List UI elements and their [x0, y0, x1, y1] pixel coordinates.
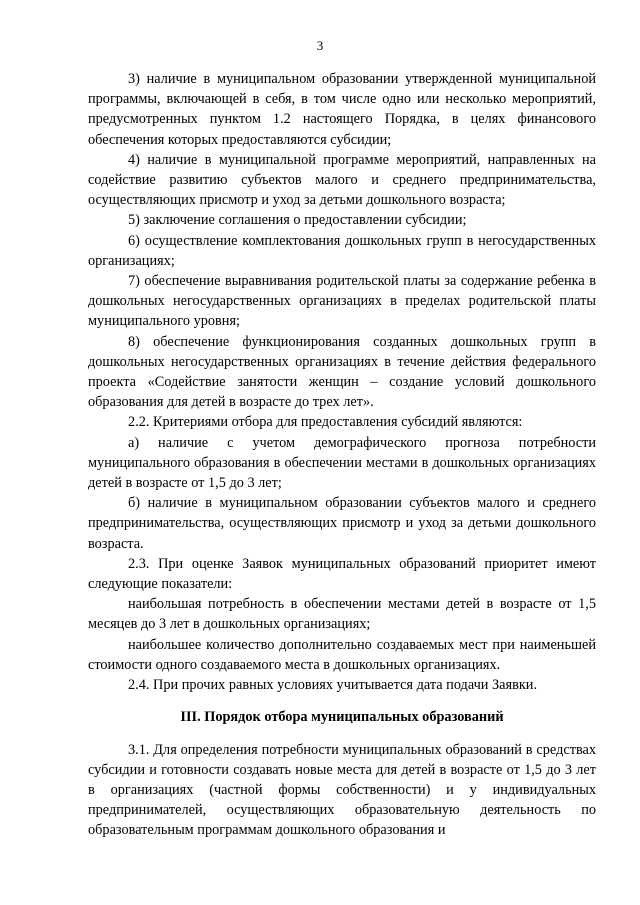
- paragraph-item-8: 8) обеспечение функционирования созданных дошкольных групп в дошкольных негосударственных организациях в течение действия федерального проекта «Содействие занятости женщин – создание условий дошкольного образования для детей в возрасте до трех лет».: [88, 333, 596, 411]
- paragraph-priority-1: наибольшая потребность в обеспечении местами детей в возрасте от 1,5 месяцев до 3 лет в дошкольных организациях;: [88, 596, 596, 633]
- paragraph-2-3: 2.3. При оценке Заявок муниципальных образований приоритет имеют следующие показатели:: [88, 555, 596, 593]
- paragraph-item-5: 5) заключение соглашения о предоставлении субсидии;: [128, 212, 467, 229]
- paragraph-2-4: 2.4. При прочих равных условиях учитывается дата подачи Заявки.: [128, 677, 538, 694]
- paragraph-criterion-b: б) наличие в муниципальном образовании субъектов малого и среднего предпринимательства, осуществляющих присмотр и уход за детьми дошкольного возраста.: [88, 495, 596, 552]
- paragraph-criterion-a: а) наличие с учетом демографического прогноза потребности муниципального образования в обеспечении местами в дошкольных организациях детей в возрасте от 1,5 до 3 лет;: [88, 434, 596, 492]
- paragraph-item-6: 6) осуществление комплектования дошкольных групп в негосударственных организациях;: [88, 232, 596, 269]
- paragraph-3-1: 3.1. Для определения потребности муниципальных образований в средствах субсидии и готовности создавать новые места для детей в возрасте от 1,5 до 3 лет в организациях (частной формы собственности) и у индивидуальных предпринимателей, осуществляющих образовательную деятельность по образовательным программам дошкольного образования и: [88, 741, 596, 839]
- paragraph-item-7: 7) обеспечение выравнивания родительской платы за содержание ребенка в дошкольных негосударственных организациях в пределах родительской платы муниципального уровня;: [88, 273, 596, 330]
- paragraph-item-4: 4) наличие в муниципальной программе мероприятий, направленных на содействие развитию субъектов малого и среднего предпринимательства, осуществляющих присмотр и уход за детьми дошкольного возраста;: [88, 151, 596, 209]
- page-number: 3: [316, 38, 324, 53]
- section-title: III. Порядок отбора муниципальных образований: [180, 709, 504, 726]
- paragraph-2-2: 2.2. Критериями отбора для предоставления субсидий являются:: [128, 414, 523, 431]
- paragraph-item-3: 3) наличие в муниципальном образовании утвержденной муниципальной программы, включающей в себя, в том числе одно или несколько мероприятий, предусмотренных пунктом 1.2 настоящего Порядка, в целях финансового обеспечения которых предоставляются субсидии;: [88, 71, 596, 148]
- document-body: [88, 69, 596, 841]
- paragraph-priority-2: наибольшее количество дополнительно создаваемых мест при наименьшей стоимости одного создаваемого места в дошкольных организациях.: [88, 636, 596, 673]
